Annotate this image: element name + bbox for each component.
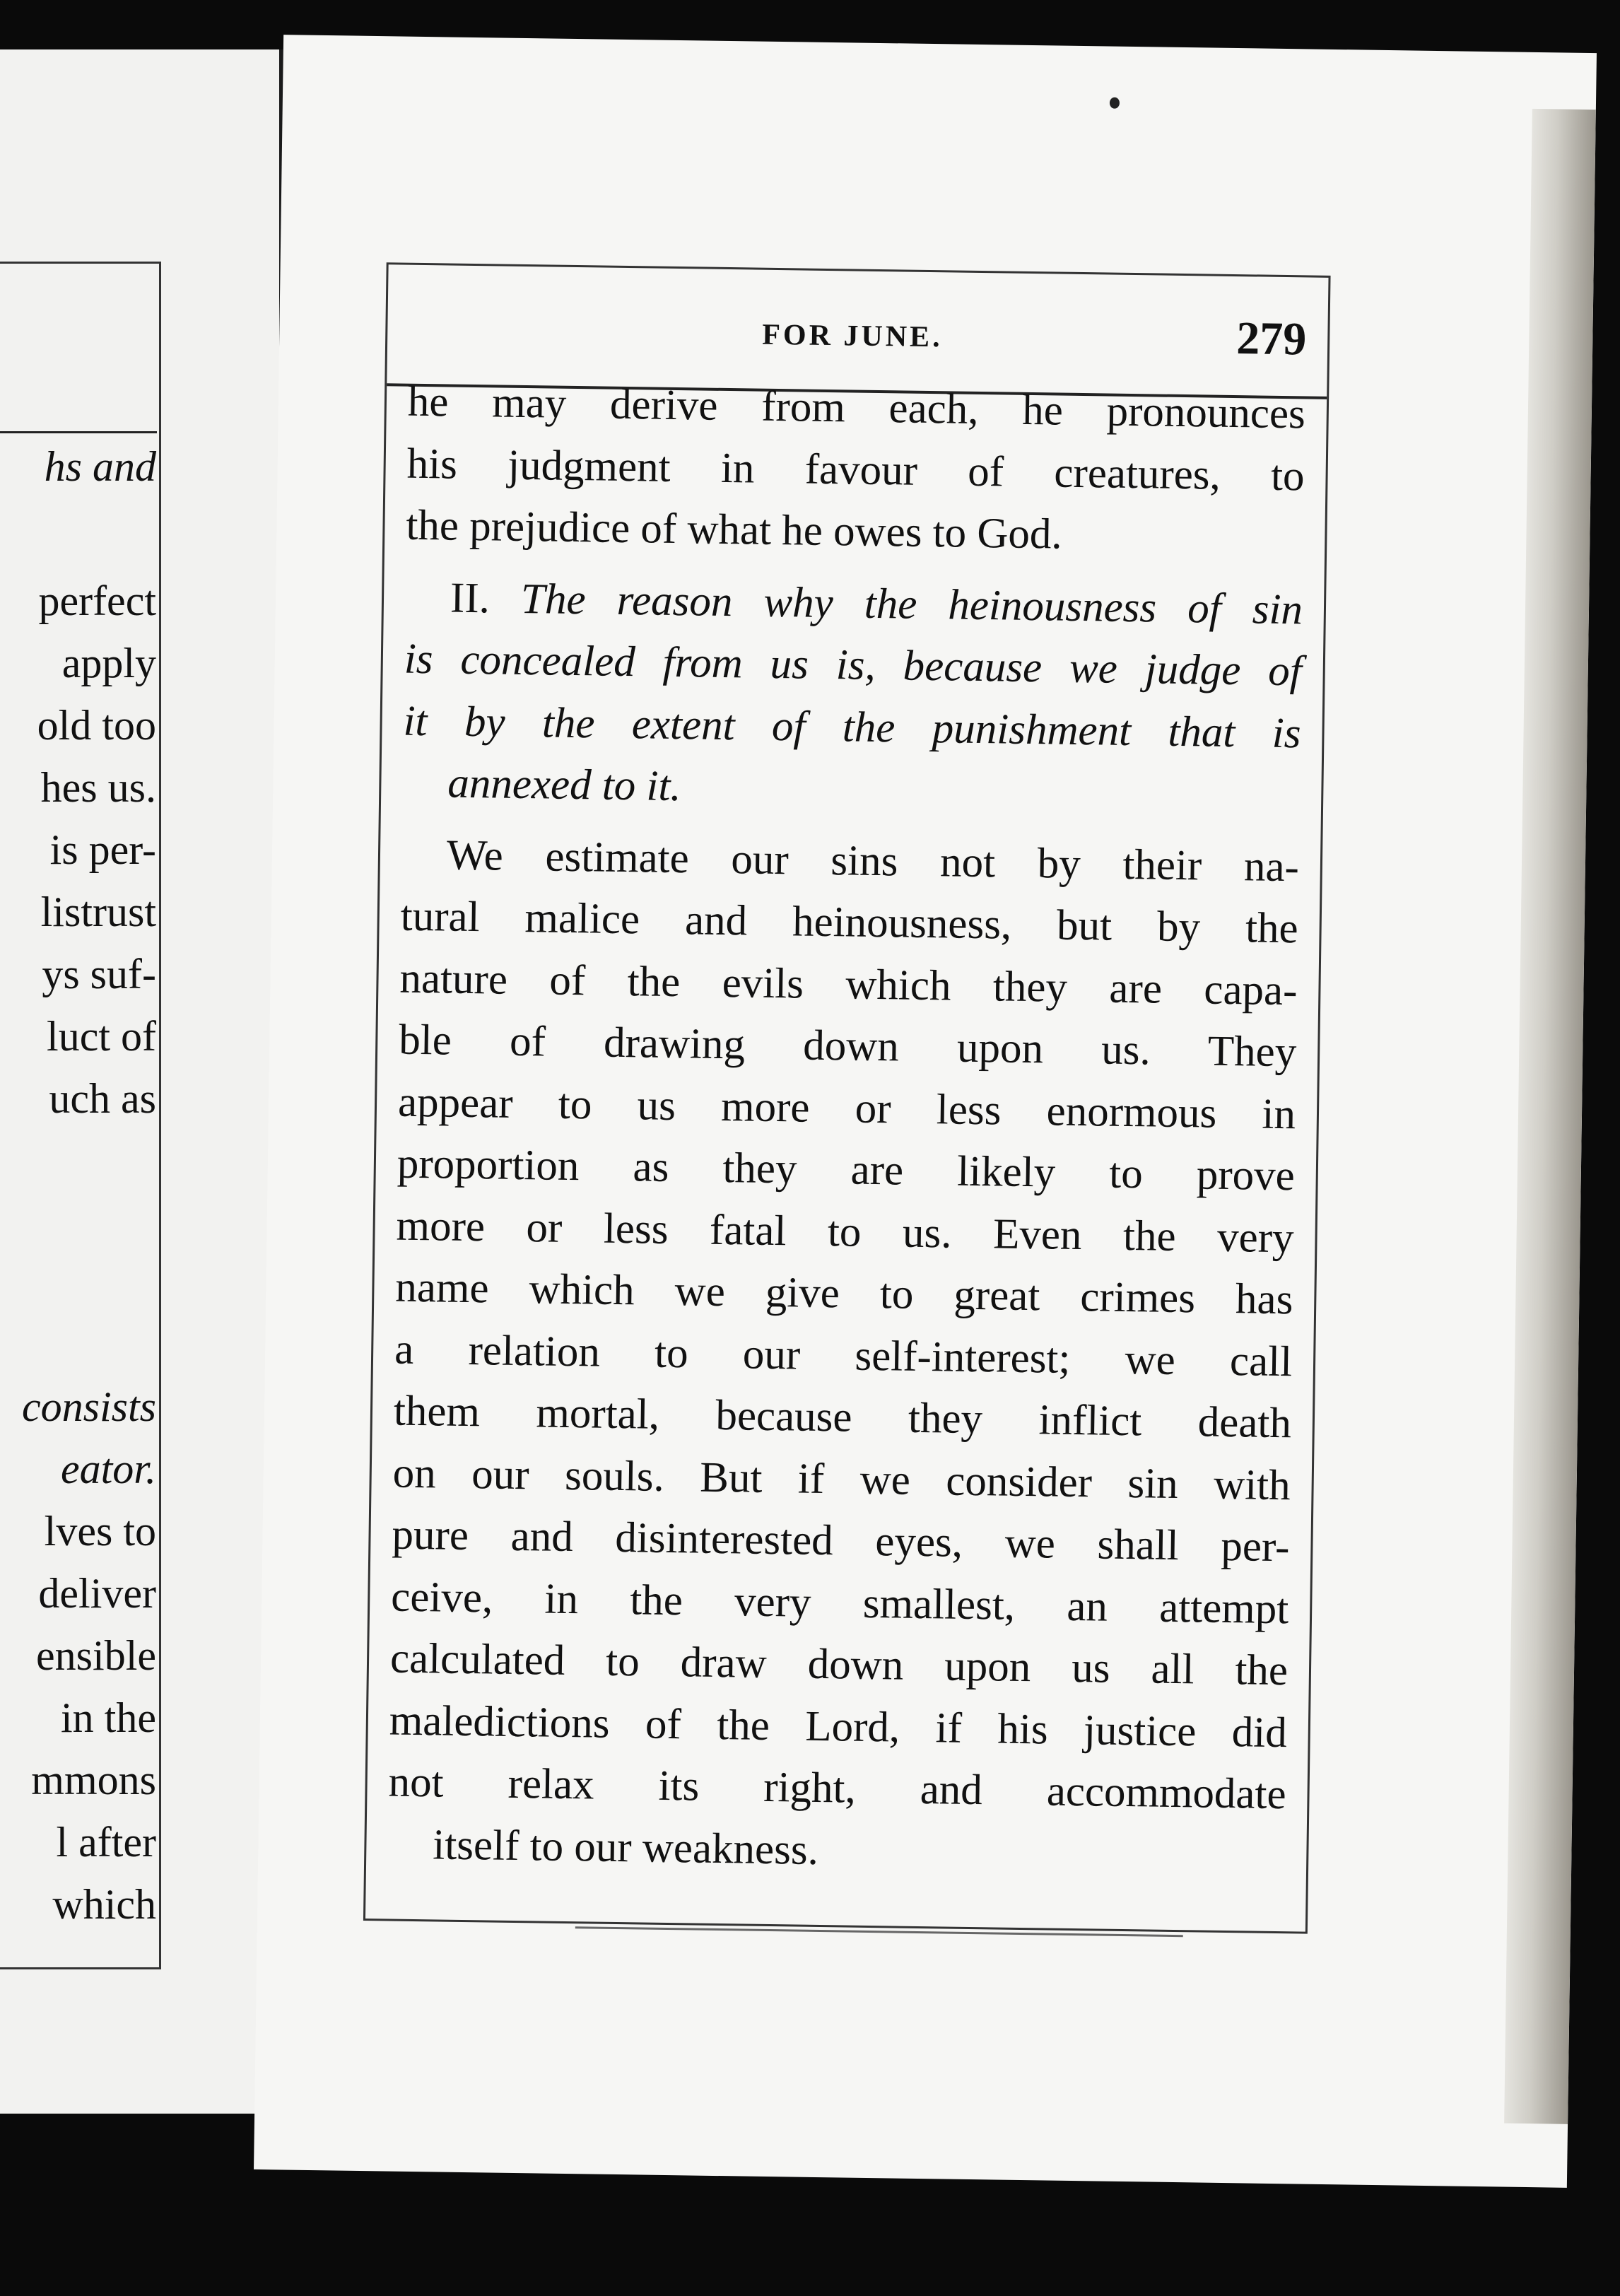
section-heading — [402, 566, 1303, 826]
text-line: nature of the evils which they are capa- — [399, 954, 1298, 1014]
text-frame — [363, 262, 1331, 1933]
text-line: tural malice and heinousness, but by the — [400, 892, 1299, 953]
page-header — [387, 293, 1328, 363]
running-head: FOR JUNE. — [761, 318, 943, 354]
facing-page-line: in the — [61, 1694, 156, 1741]
facing-page-line: apply — [61, 640, 156, 686]
heading-line: The reason why the heinousness of sin — [520, 575, 1303, 633]
text-line: ble of drawing down upon us. They — [398, 1016, 1297, 1077]
page-number: 279 — [1235, 312, 1307, 365]
facing-page-line: hs and — [44, 443, 156, 490]
paragraph-continuation — [406, 371, 1306, 569]
text-line: the prejudice of what he owes to God. — [406, 501, 1063, 558]
facing-page-line: hes us. — [40, 764, 156, 811]
text-line: he may derive from each, he pronounces — [407, 377, 1306, 438]
heading-line: it by the extent of the punishment that is — [403, 697, 1301, 757]
facing-page-line: perfect — [38, 578, 156, 624]
facing-page-line: ensible — [36, 1632, 156, 1679]
facing-page-line: ys suf- — [42, 951, 156, 997]
facing-page-line: l after — [56, 1819, 156, 1866]
text-line: ceive, in the very smallest, an attempt — [390, 1573, 1289, 1633]
facing-page-header-rule — [0, 431, 157, 433]
body-text — [387, 371, 1306, 1888]
facing-page-line: lves to — [44, 1508, 156, 1554]
text-line: pure and disinterested eyes, we shall per- — [392, 1511, 1290, 1571]
facing-page-line: is per- — [49, 826, 156, 873]
text-line: a relation to our self-interest; we call — [394, 1325, 1293, 1386]
text-line: his judgment in favour of creatures, to — [406, 440, 1305, 500]
text-line: not relax its right, and accommodate — [388, 1758, 1287, 1819]
text-line: appear to us more or less enormous in — [397, 1078, 1296, 1138]
facing-page-line: old too — [37, 702, 156, 749]
paragraph-main — [387, 824, 1300, 1887]
facing-page-line: listrust — [40, 889, 156, 935]
text-line: proportion as they are likely to prove — [397, 1140, 1296, 1200]
text-line: calculated to draw down upon us all the — [389, 1634, 1289, 1695]
page-edge-shadow — [1504, 109, 1596, 2124]
text-line: name which we give to great crimes has — [394, 1263, 1293, 1324]
facing-page-line: luct of — [47, 1013, 156, 1060]
text-line: maledictions of the Lord, if his justice did — [389, 1697, 1288, 1757]
facing-page-line: consists — [21, 1383, 156, 1430]
section-number: II. — [450, 574, 491, 622]
text-line: them mortal, because they inflict death — [393, 1387, 1292, 1448]
book-page-right — [254, 35, 1597, 2188]
facing-page-line: which — [52, 1881, 156, 1928]
heading-line: is concealed from us is, because we judge of — [404, 635, 1303, 696]
text-line: on our souls. But if we consider sin with — [392, 1449, 1291, 1509]
ink-speck — [1110, 98, 1120, 109]
text-line: itself to our weakness. — [432, 1820, 819, 1874]
facing-page-line: deliver — [38, 1570, 156, 1617]
facing-page-line: eator. — [61, 1446, 156, 1492]
heading-line: annexed to it. — [447, 759, 682, 811]
text-line: more or less fatal to us. Even the very — [396, 1202, 1295, 1262]
text-line: We estimate our sins not by their na- — [446, 831, 1300, 891]
facing-page-line: uch as — [49, 1075, 156, 1122]
facing-page-line: mmons — [31, 1757, 156, 1803]
facing-page-left — [0, 49, 281, 2114]
